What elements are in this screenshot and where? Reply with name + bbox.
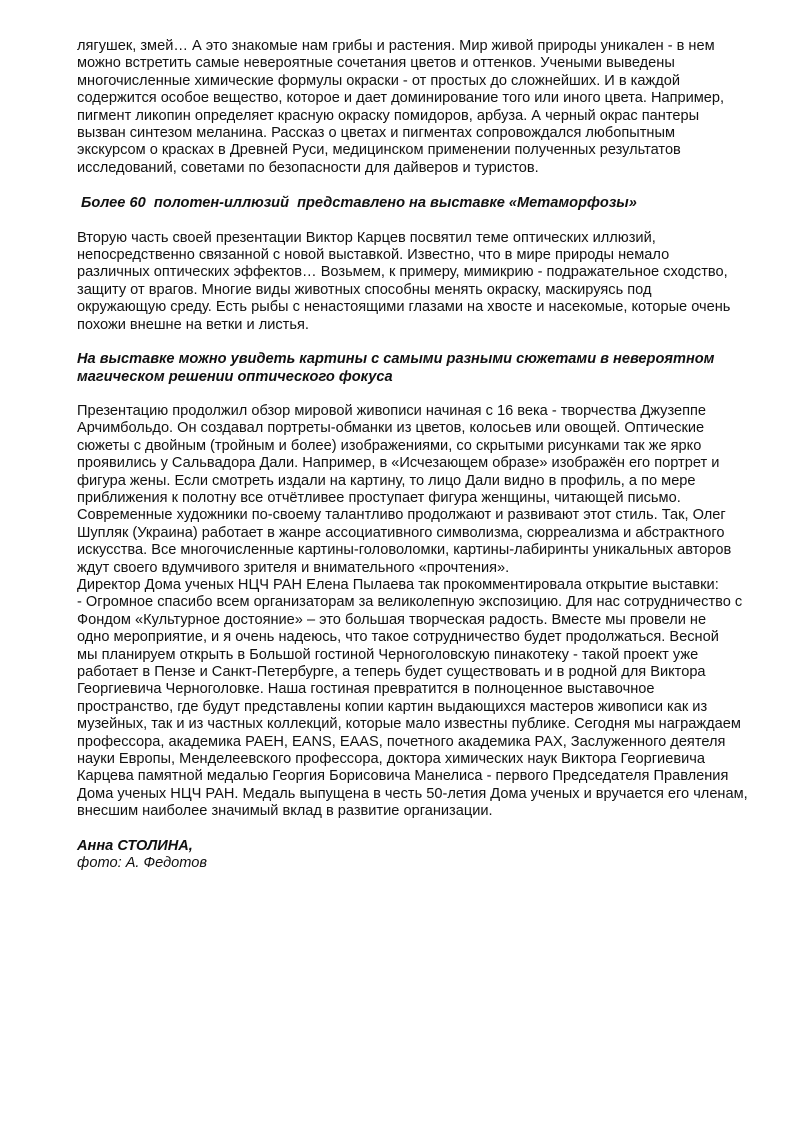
text-line: Современные художники по-своему талантливо продолжают и развивают этот стиль. Так, Олег xyxy=(77,507,726,524)
text-line: защиту от врагов. Многие виды животных способны менять окраску, маскируясь под xyxy=(77,281,652,298)
text-line: искусства. Все многочисленные картины-головоломки, картины-лабиринты уникальных авторов xyxy=(77,542,732,559)
text-line: пигмент ликопин определяет красную окраску помидоров, арбуза. А черный окрас пантеры xyxy=(77,107,700,124)
text-line: можно встретить самые невероятные сочетания цветов и оттенков. Учеными выведены xyxy=(77,55,675,72)
text-line: одно мероприятие, и я очень надеюсь, что такое сотрудничество будет продолжаться. Весной xyxy=(77,629,719,646)
text-line: Карцева памятной медалью Георгия Борисовича Манелиса - первого Председателя Правления xyxy=(77,768,729,785)
text-line: внесшим наиболее значимый вклад в развитие организации. xyxy=(77,803,493,820)
text-line: Арчимбольдо. Он создавал портреты-обманки из цветов, колосьев или овощей. Оптические xyxy=(77,420,705,437)
illusions-paragraph xyxy=(77,230,745,334)
text-line: профессора, академика РАЕН, EANS, EAAS, почетного академика РАХ, Заслуженного деятеля xyxy=(77,733,726,750)
text-line: многочисленные химические формулы окраски - от простых до сложнейших. И в каждой xyxy=(77,72,681,89)
text-line: Шупляк (Украина) работает в жанре ассоциативного символизма, сюрреализма и абстрактного xyxy=(77,524,725,541)
text-line: непосредственно связанной с новой выставкой. Известно, что в мире природы немало xyxy=(77,247,670,264)
text-line: Вторую часть своей презентации Виктор Карцев посвятил теме оптических иллюзий, xyxy=(77,229,656,246)
text-line: содержится особое вещество, которое и дает доминирование того или иного цвета. Например, xyxy=(77,90,725,107)
text-line: Директор Дома ученых НЦЧ РАН Елена Пылаева так прокомментировала открытие выставки: xyxy=(77,576,719,593)
text-line: лягушек, змей… А это знакомые нам грибы и растения. Мир живой природы уникален - в нем xyxy=(77,38,715,54)
text-line: проявились у Сальвадора Дали. Например, в «Исчезающем образе» изображён его портрет и xyxy=(77,455,720,472)
text-line: музейных, так и из частных коллекций, которые мало известны публике. Сегодня мы награждаем xyxy=(77,716,741,733)
text-line: работает в Пензе и Санкт-Петербурге, а теперь будет существовать и в родной для Виктора xyxy=(77,664,706,680)
intro-paragraph xyxy=(77,38,745,177)
text-line: сюжеты с двойным (тройным и более) изображениями, со скрытыми рисунками так же ярко xyxy=(77,437,702,454)
text-line: мы планируем открыть в Большой гостиной Черноголовскую пинакотеку - такой проект уже xyxy=(77,646,699,663)
caption-line: На выставке можно увидеть картины с самыми разными сюжетами в невероятном xyxy=(77,351,715,368)
text-line: фигура жены. Если смотреть издали на картину, то лицо Дали видно в профиль, а по мере xyxy=(77,472,696,489)
text-line: различных оптических эффектов… Возьмем, к примеру, мимикрию - подражательное сходство, xyxy=(77,264,728,281)
article-page xyxy=(77,38,748,872)
text-line: похожи внешне на ветки и листья. xyxy=(77,316,309,333)
text-line: вызван синтезом меланина. Рассказ о цветах и пигментах сопровождался любопытным xyxy=(77,125,675,142)
text-line: пространство, где будут представлены копии картин выдающихся мастеров живописи как из xyxy=(77,698,708,715)
text-line: окружающую среду. Есть рыбы с ненастоящими глазами на хвосте и насекомые, которые очень xyxy=(77,299,731,316)
text-line: науки Европы, Менделеевского профессора, доктора химических наук Виктора Георгиевича xyxy=(77,751,705,768)
text-line: - Огромное спасибо всем организаторам за великолепную экспозицию. Для нас сотрудничество с xyxy=(77,594,743,611)
signature xyxy=(77,838,745,873)
text-line: ждут своего вдумчивого зрителя и внимательного «прочтения». xyxy=(77,559,510,576)
painting-paragraph xyxy=(77,402,748,821)
author-name: Анна СТОЛИНА, xyxy=(77,837,193,854)
text-line: Дома ученых НЦЧ РАН. Медаль выпущена в честь 50-летия Дома ученых и вручается его членам, xyxy=(77,785,748,802)
text-line: Презентацию продолжил обзор мировой живописи начиная с 16 века - творчества Джузеппе xyxy=(77,402,707,419)
section-caption-exhibition: Более 60 полотен-иллюзий представлено на выставке «Метаморфозы» xyxy=(77,195,637,212)
text-line: приближения к полотну все отчётливее проступает фигура женщины, читающей письмо. xyxy=(77,489,681,506)
section-caption-paintings xyxy=(77,351,745,386)
text-line: исследований, советами по безопасности для дайверов и туристов. xyxy=(77,159,539,176)
photo-credit: фото: А. Федотов xyxy=(77,855,207,872)
text-line: экскурсом о красках в Древней Руси, медицинском применении полученных результатов xyxy=(77,142,681,159)
text-line: Фондом «Культурное достояние» – это большая творческая радость. Вместе мы провели не xyxy=(77,611,707,628)
caption-line: магическом решении оптического фокуса xyxy=(77,368,393,385)
text-line: Георгиевича Черноголовке. Наша гостиная превратится в полноценное выставочное xyxy=(77,681,655,698)
